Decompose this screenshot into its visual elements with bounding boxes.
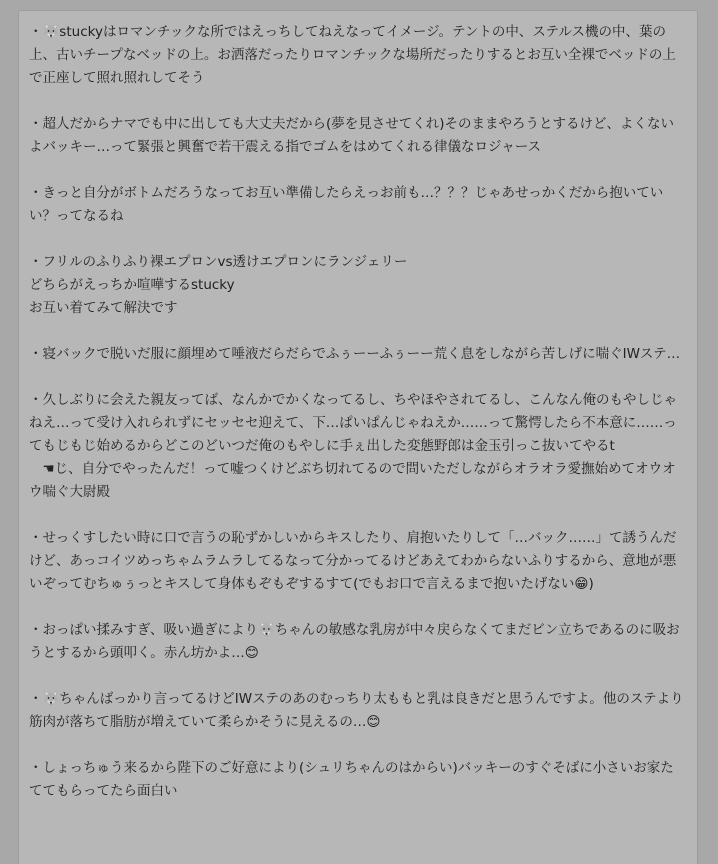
paragraph-3: ・きっと自分がボトムだろうなってお互い準備したらえっお前も…？？？じゃあせっかくだから抱いていい？ってなるね [29, 185, 664, 224]
paragraph-5: ・寝バックで脱いだ服に顔埋めて唾液だらだらでふぅーーふぅーー荒く息をしながら苦しげに喘ぐIWステ… [29, 346, 681, 362]
paragraph-4: ・フリルのふりふり裸エプロンvs透けエプロンにランジェリー どちらがえっちか喧嘩するstucky お互い着てみて解決です [29, 254, 408, 316]
paragraph-2: ・超人だからナマでも中に出しても大丈夫だから(夢を見させてくれ)そのままやろうとするけど、よくないよバッキー…って緊張と興奮で若干震える指でゴムをはめてくれる律儀なロジャース [29, 116, 675, 155]
paragraph-9: ・🐺ちゃんばっかり言ってるけどIWステのあのむっちり太ももと乳は良きだと思うんですよ。他のステより筋肉が落ちて脂肪が増えていて柔らかそうに見えるの…😊 [29, 691, 684, 730]
paragraph-1: ・🐺stuckyはロマンチックな所ではえっちしてねえなってイメージ。テントの中、ステルス機の中、葉の上、古いチープなベッドの上。お洒落だったりロマンチックな場所だったりするとお互い全裸でベッドの上で正座して照れ照れしてそう [29, 24, 676, 86]
paragraph-10: ・しょっちゅう来るから陛下のご好意により(シュリちゃんのはからい)バッキーのすぐそばに小さいお家たててもらってたら面白い [29, 760, 674, 799]
post-body [18, 10, 698, 864]
paragraph-7: ・せっくすしたい時に口で言うの恥ずかしいからキスしたり、肩抱いたりして「…バック……」て誘うんだけど、あっコイツめっちゃムラムラしてるなって分かってるけどあえてわからないふりするから、意地が悪いぞってむちゅぅっとキスして身体もぞもぞするすて(でもお口で言えるまで抱いたげない😁) [29, 530, 677, 592]
paragraph-8: ・おっぱい揉みすぎ、吸い過ぎにより🐺ちゃんの敏感な乳房が中々戻らなくてまだビン立ちであるのに吸おうとするから頭叩く。赤ん坊かよ…😊 [29, 622, 680, 661]
paragraph-6: ・久しぶりに会えた親友ってば、なんかでかくなってるし、ちやほやされてるし、こんなん俺のもやしじゃねえ…って受け入れられずにセッセセ迎えて、下…ぱいぱんじゃねえか……って驚愕したら不本意に……ってもじもじ始めるからどこのどいつだ俺のもやしに手ぇ出した変態野郎は金玉引っこ抜いてやるt ☚じ、自分でやったんだ！って嘘つくけどぶち切れてるので問いただしながらオラオラ愛撫始めてオウオウ喘ぐ大尉殿 [29, 392, 677, 500]
